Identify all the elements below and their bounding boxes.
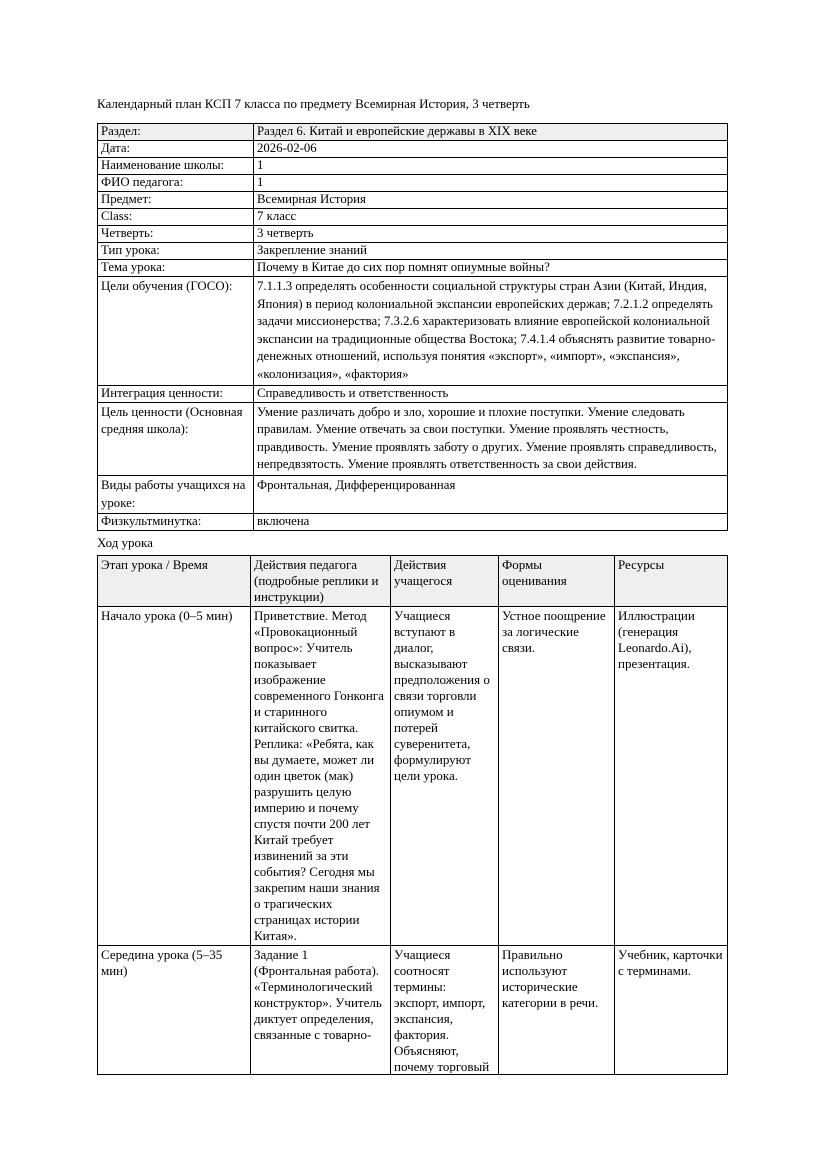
table-row xyxy=(98,607,728,946)
info-value: Фронтальная, Дифференцированная xyxy=(254,475,728,513)
table-row xyxy=(98,141,728,158)
column-header-assessment: Формы оценивания xyxy=(499,556,615,607)
info-value: Справедливость и ответственность xyxy=(254,385,728,402)
info-value: 3 четверть xyxy=(254,226,728,243)
student-actions-cell: Учащиеся вступают в диалог, высказывают предположения о связи торговли опиумом и потерей суверенитета, формулируют цели урока. xyxy=(391,607,499,946)
info-label: Интеграция ценности: xyxy=(98,385,254,402)
resources-cell: Иллюстрации (генерация Leonardo.Ai), презентация. xyxy=(615,607,728,946)
table-row xyxy=(98,514,728,531)
info-value: включена xyxy=(254,514,728,531)
info-label: ФИО педагога: xyxy=(98,175,254,192)
info-value: 1 xyxy=(254,175,728,192)
info-value: Раздел 6. Китай и европейские державы в XIX веке xyxy=(254,124,728,141)
table-row xyxy=(98,260,728,277)
table-row xyxy=(98,175,728,192)
column-header-teacher-actions: Действия педагога (подробные реплики и инструкции) xyxy=(251,556,391,607)
info-label: Тип урока: xyxy=(98,243,254,260)
table-row xyxy=(98,209,728,226)
column-header-stage: Этап урока / Время xyxy=(98,556,251,607)
table-row xyxy=(98,226,728,243)
table-row xyxy=(98,475,728,513)
info-label: Физкультминутка: xyxy=(98,514,254,531)
info-label: Предмет: xyxy=(98,192,254,209)
stage-cell: Середина урока (5–35 мин) xyxy=(98,946,251,1075)
table-row xyxy=(98,243,728,260)
table-row xyxy=(98,385,728,402)
table-row xyxy=(98,124,728,141)
info-table xyxy=(97,123,728,531)
info-label: Раздел: xyxy=(98,124,254,141)
info-value: Всемирная История xyxy=(254,192,728,209)
column-header-resources: Ресурсы xyxy=(615,556,728,607)
info-value: Почему в Китае до сих пор помнят опиумные войны? xyxy=(254,260,728,277)
info-label: Тема урока: xyxy=(98,260,254,277)
teacher-actions-cell: Приветствие. Метод «Провокационный вопрос»: Учитель показывает изображение современного Гонконга и старинного китайского свитка. Реплика: «Ребята, как вы думаете, может ли один цветок (мак) разрушить целую империю и почему спустя почти 200 лет Китай требует извинений за эти события? Сегодня мы закрепим наши знания о трагических страницах истории Китая». xyxy=(251,607,391,946)
stage-cell: Начало урока (0–5 мин) xyxy=(98,607,251,946)
document-page xyxy=(97,96,728,1075)
info-value: Закрепление знаний xyxy=(254,243,728,260)
info-label: Цели обучения (ГОСО): xyxy=(98,277,254,386)
page-title: Календарный план КСП 7 класса по предмету Всемирная История, 3 четверть xyxy=(97,96,530,111)
info-label: Виды работы учащихся на уроке: xyxy=(98,475,254,513)
info-label: Четверть: xyxy=(98,226,254,243)
table-row xyxy=(98,192,728,209)
header-row xyxy=(98,556,728,607)
assessment-cell: Устное поощрение за логические связи. xyxy=(499,607,615,946)
info-value: 1 xyxy=(254,158,728,175)
teacher-actions-cell: Задание 1 (Фронтальная работа). «Терминологический конструктор». Учитель диктует определения, связанные с товарно- xyxy=(251,946,391,1075)
info-label: Цель ценности (Основная средняя школа): xyxy=(98,402,254,475)
lesson-plan-table xyxy=(97,555,728,1075)
table-row xyxy=(98,946,728,1075)
section-heading: Ход урока xyxy=(97,535,153,551)
info-value: 2026-02-06 xyxy=(254,141,728,158)
info-label: Class: xyxy=(98,209,254,226)
table-row xyxy=(98,158,728,175)
table-row xyxy=(98,277,728,386)
student-actions-cell: Учащиеся соотносят термины: экспорт, импорт, экспансия, фактория. Объясняют, почему торговый xyxy=(391,946,499,1075)
info-label: Дата: xyxy=(98,141,254,158)
info-value: Умение различать добро и зло, хорошие и плохие поступки. Умение следовать правилам. Умение отвечать за свои поступки. Умение проявлять честность, правдивость. Умение проявлять заботу о других. Умение проявлять справедливость, непредвзятость. Умение проявлять ответственность за свои действия. xyxy=(254,402,728,475)
info-value: 7.1.1.3 определять особенности социальной структуры стран Азии (Китай, Индия, Япония) в период колониальной экспансии европейских держав; 7.2.1.2 определять задачи миссионерства; 7.3.2.6 характеризовать влияние европейской колониальной экспансии на традиционные общества Востока; 7.4.1.4 объяснять развитие товарно-денежных отношений, используя понятия «экспорт», «импорт», «экспансия», «колонизация», «фактория» xyxy=(254,277,728,386)
info-value: 7 класс xyxy=(254,209,728,226)
table-row xyxy=(98,402,728,475)
info-label: Наименование школы: xyxy=(98,158,254,175)
resources-cell: Учебник, карточки с терминами. xyxy=(615,946,728,1075)
column-header-student-actions: Действия учащегося xyxy=(391,556,499,607)
assessment-cell: Правильно используют исторические категории в речи. xyxy=(499,946,615,1075)
